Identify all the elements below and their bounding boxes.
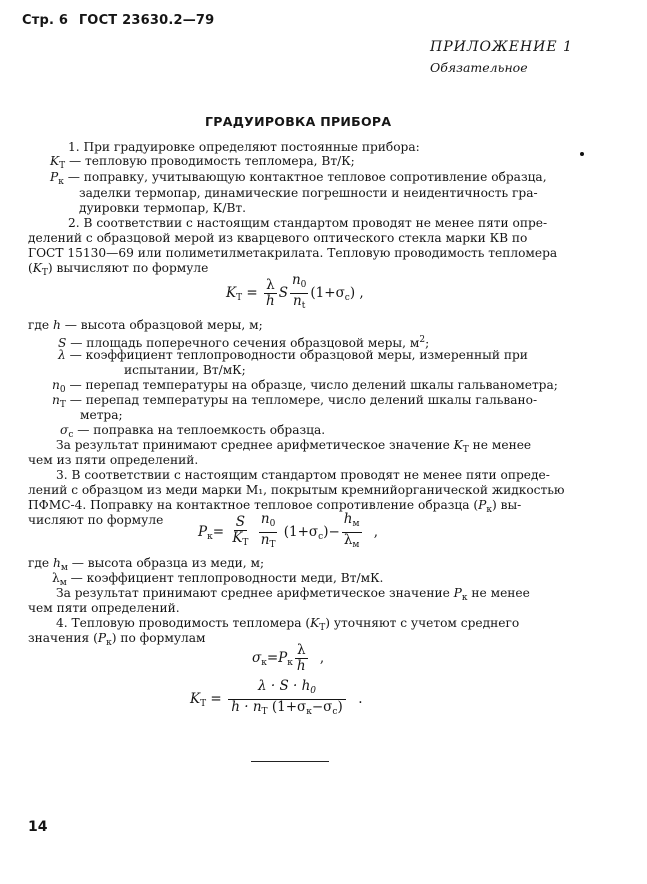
kt-inline-subscript: Т (41, 268, 48, 278)
hm-def: — высота образца из меди, м; (71, 556, 265, 570)
f1-s: S (278, 285, 288, 301)
pk-p4-symbol: P (97, 631, 107, 645)
nt-definition (52, 393, 537, 413)
page-number: 14 (28, 819, 48, 835)
where-word-1: где (28, 318, 50, 332)
f4-eq: = (210, 691, 222, 707)
f2-hm-sub: м (352, 519, 360, 529)
f2-kt: K (232, 529, 243, 546)
para-4-line1-end: ) уточняют с учетом среднего (325, 616, 520, 630)
f4-num: λ · S · h (258, 678, 311, 694)
f1-nt-sub: t (301, 301, 306, 311)
lm-sub: м (59, 578, 67, 588)
f4-den: h · n (231, 699, 262, 715)
f1-eq: = (246, 285, 258, 301)
para-2-line3: ГОСТ 15130—69 или полиметилметакрилата. Тепловую проводимость тепломера (28, 246, 558, 260)
f3-frac (295, 643, 308, 674)
f1-n0-sub: 0 (300, 280, 307, 290)
pk-p4-sub: к (106, 638, 112, 648)
pk-inline-symbol: P (478, 498, 487, 512)
formula-sigma-k (252, 643, 324, 674)
s-sup: 2 (419, 335, 426, 345)
result-2-sub: к (461, 593, 468, 603)
f4-den-close: ) (337, 699, 343, 715)
result-2-end: не менее (471, 586, 530, 600)
f2-lhs-sub: к (207, 532, 213, 542)
page-label: Стр. 6 (22, 13, 69, 28)
nt-symbol: n (52, 393, 60, 407)
para-3-line1: 3. В соответствии с настоящим стандартом проводят не менее пяти опреде- (56, 468, 550, 482)
f3-lhs: σ (252, 650, 262, 666)
nt-def: — перепад температуры на тепломере, число делений шкалы гальвано- (69, 393, 538, 407)
result-2-line2: чем пяти определений. (28, 601, 180, 615)
f2-frac-n (259, 512, 278, 553)
pk-subscript: к (58, 177, 64, 187)
result-1-symbol: K (453, 438, 463, 452)
f4-lhs-sub: Т (200, 699, 207, 709)
f4-den-tail-end: −σ (311, 699, 333, 715)
result-1-line2: чем из пяти определений. (28, 453, 199, 467)
f4-lhs: K (190, 691, 201, 707)
para-4-line2-end: ) по формулам (111, 631, 206, 645)
f2-n0: n (260, 511, 270, 527)
f4-den-tail: (1+σ (267, 699, 307, 715)
close-paren: ) (47, 261, 53, 275)
h-symbol: h (52, 318, 61, 332)
para-2-line2: делений с образцовой мерой из кварцевого оптического стекла марки КВ по (28, 231, 528, 245)
lambda-symbol: λ (58, 348, 66, 362)
result-2-text: За результат принимают среднее арифметическое значение (56, 586, 450, 600)
kt-subscript: Т (59, 161, 66, 171)
f4-den-sub: Т (261, 707, 268, 717)
result-2-symbol: P (453, 586, 462, 600)
f4-den-tail-sub: к (306, 707, 312, 717)
f2-nt: n (260, 532, 270, 548)
f1-tail-sub: c (344, 293, 350, 303)
kt-symbol: K (50, 154, 60, 168)
where-word-2: где (28, 556, 50, 570)
kt-def-text: — тепловую проводимость тепломера, Вт/К; (69, 154, 355, 168)
para-3-line3-end: ) вы- (491, 498, 522, 512)
f2-mid-sub: c (318, 532, 324, 542)
appendix-title: ПРИЛОЖЕНИЕ 1 (430, 39, 573, 55)
lambda-def-line2: испытании, Вт/мК; (124, 363, 246, 377)
sc-def: — поправка на теплоемкость образца. (77, 423, 326, 437)
n0-symbol: n (52, 378, 60, 392)
para-1: 1. При градуировке определяют постоянные прибора: (68, 140, 420, 154)
f1-tail: (1+σ (310, 285, 345, 301)
f3-eq: =P (266, 650, 288, 666)
f2-frac-s-kt (230, 515, 250, 551)
f2-eq: = (212, 524, 225, 540)
f2-mid: (1+σ (283, 524, 319, 540)
para-3-line4: числяют по формуле (28, 513, 164, 527)
lambda-definition (58, 348, 528, 363)
section-title: ГРАДУИРОВКА ПРИБОРА (205, 114, 392, 129)
kt-inline-symbol: K (32, 261, 42, 275)
lm-symbol: λ (52, 571, 60, 585)
result-1-sub: Т (462, 445, 469, 455)
f1-frac-n (290, 273, 308, 314)
h-def: — высота образцовой меры, м; (64, 318, 263, 332)
para-3-line3-text: ПФМС-4. Поправку на контактное тепловое сопротивление образца ( (28, 498, 479, 512)
sc-symbol: σ (60, 423, 69, 437)
para-4-line2 (28, 631, 205, 651)
hm-symbol: h (52, 556, 61, 570)
open-paren: ( (28, 261, 33, 275)
s-def: — площадь поперечного сечения образцовой меры, м (70, 336, 420, 351)
para-2-line1: 2. В соответствии с настоящим стандартом проводят не менее пяти опре- (68, 216, 548, 230)
f2-lm: λ (343, 532, 353, 548)
pk-def-text: — поправку, учитывающую контактное тепловое сопротивление образца, (67, 170, 547, 184)
pk-def-line3: дуировки термопар, К/Вт. (79, 201, 247, 215)
lm-def: — коэффициент теплопроводности меди, Вт/мК. (70, 571, 384, 585)
f4-den-tail-sub2: c (332, 707, 338, 717)
f2-s: S (235, 513, 245, 530)
nt-def-line2: метра; (80, 408, 123, 422)
f4-num-sub: 0 (310, 686, 316, 696)
f2-lm-sub: м (352, 540, 360, 550)
formula-kt-refined (190, 679, 363, 720)
f3-eq-sub: к (287, 658, 293, 668)
para-2-line4-text: вычисляют по формуле (56, 261, 209, 275)
f3-lambda: λ (296, 642, 306, 658)
n0-sub: 0 (59, 385, 66, 395)
para-4-line2-text: значения ( (28, 631, 98, 645)
pk-symbol: P (50, 170, 59, 184)
f2-nt-sub: Т (269, 540, 276, 550)
end-rule (251, 761, 329, 762)
f2-mid-end: )− (323, 524, 340, 540)
n0-def: — перепад температуры на образце, число делений шкалы гальванометра; (69, 378, 558, 392)
f1-nt: n (293, 293, 302, 309)
kt-p4-sub: Т (319, 623, 326, 633)
formula-kt (226, 273, 364, 314)
f1-lhs: K (226, 285, 237, 301)
f2-hm: h (343, 511, 353, 527)
f1-tail-end: ) , (349, 285, 364, 301)
f1-lambda: λ (266, 277, 275, 293)
f2-n0-sub: 0 (269, 519, 276, 529)
where-h (28, 318, 263, 333)
f4-frac (228, 679, 346, 720)
f1-frac-lambda-h (264, 278, 277, 309)
result-1-text: За результат принимают среднее арифметическое значение (56, 438, 450, 452)
f1-n0: n (291, 272, 301, 288)
nt-sub: Т (59, 400, 66, 410)
para-3-line2: лений с образцом из меди марки M₁, покрытым кремнийорганической жидкостью (28, 483, 565, 497)
standard-number: ГОСТ 23630.2—79 (78, 13, 215, 28)
f2-frac-hm (342, 512, 362, 553)
f3-h: h (296, 658, 306, 674)
s-symbol: S (58, 336, 67, 351)
f2-kt-sub: Т (242, 537, 249, 548)
sc-sub: c (68, 430, 74, 440)
pk-def-line2: заделки термопар, динамические погрешности и неидентичность гра- (79, 186, 538, 200)
f3-lhs-sub: к (261, 658, 267, 668)
f4-end: . (358, 691, 363, 707)
para-2-line4 (28, 261, 208, 281)
kt-p4-symbol: K (310, 616, 320, 630)
result-1-end: не менее (472, 438, 532, 452)
f2-lhs: P (198, 524, 208, 540)
formula-pk (198, 512, 378, 553)
f2-end: , (373, 524, 379, 540)
page-header (22, 14, 214, 29)
f1-h: h (266, 293, 275, 309)
f1-lhs-sub: Т (236, 293, 243, 303)
para-4-line1-text: 4. Тепловую проводимость тепломера ( (56, 616, 311, 630)
appendix-status: Обязательное (430, 60, 528, 75)
f3-end: , (319, 650, 325, 666)
margin-dot (580, 152, 584, 156)
hm-sub: м (60, 563, 68, 573)
pk-inline-sub: к (486, 505, 492, 515)
lambda-def: — коэффициент теплопроводности образцовой меры, измеренный при (69, 348, 528, 362)
s-end: ; (425, 336, 430, 351)
